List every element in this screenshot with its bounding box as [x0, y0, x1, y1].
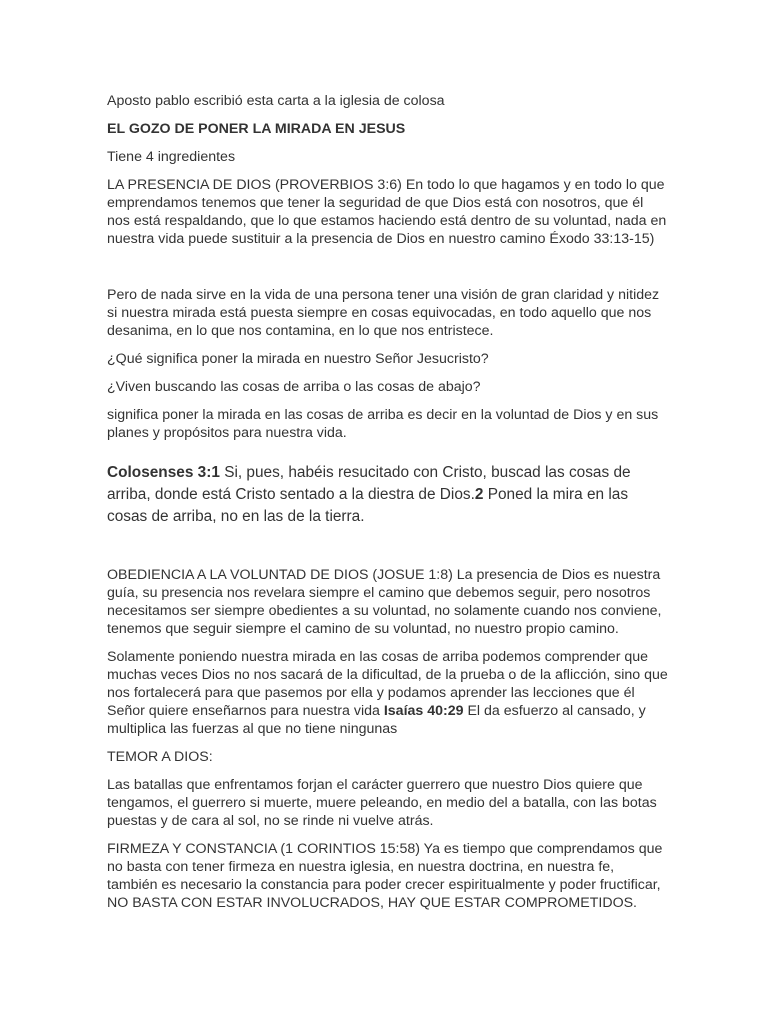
obediencia-paragraph: OBEDIENCIA A LA VOLUNTAD DE DIOS (JOSUE 1:8) La presencia de Dios es nuestra guía, su presencia nos revelara siempre el camino que debemos seguir, pero nosotros necesitamos ser siempre obedientes a su voluntad, no solamente cuando nos conviene, tenemos que seguir siempre el camino de su voluntad, no nuestro propio camino.: [107, 567, 662, 637]
bible-verse: [107, 462, 668, 528]
isaias-reference: Isaías 40:29: [383, 703, 464, 719]
question-two: ¿Viven buscando las cosas de arriba o las cosas de abajo?: [107, 379, 481, 395]
presencia-paragraph: LA PRESENCIA DE DIOS (PROVERBIOS 3:6) En todo lo que hagamos y en todo lo que emprendamos tenemos que tener la seguridad de que Dios está con nosotros, que él nos está respaldando, que lo que estamos haciendo está dentro de su voluntad, nada en nuestra vida puede sustituir a la presencia de Dios en nuestro camino Éxodo 33:13-15): [107, 177, 667, 247]
verse-text-2: Poned la mira en las cosas de arriba, no en las de la tierra.: [107, 486, 629, 525]
ingredients-paragraph: Tiene 4 ingredientes: [107, 149, 236, 165]
verse-reference-2: 2: [474, 486, 484, 503]
batallas-paragraph: Las batallas que enfrentamos forjan el carácter guerrero que nuestro Dios quiere que tengamos, el guerrero si muerte, muere peleando, en medio del a batalla, con las botas puestas y de cara al sol, no se rinde ni vuelve atrás.: [107, 777, 657, 829]
firmeza-paragraph: FIRMEZA Y CONSTANCIA (1 CORINTIOS 15:58) Ya es tiempo que comprendamos que no basta con tener firmeza en nuestra iglesia, en nuestra doctrina, en nuestra fe, también es necesario la constancia para poder crecer espiritualmente y poder fructificar, NO BASTA CON ESTAR INVOLUCRADOS, HAY QUE ESTAR COMPROMETIDOS.: [107, 841, 663, 911]
significa-paragraph: significa poner la mirada en las cosas de arriba es decir en la voluntad de Dios y en sus planes y propósitos para nuestra vida.: [107, 407, 659, 441]
temor-heading: TEMOR A DIOS:: [107, 749, 213, 765]
solamente-text-1: Solamente poniendo nuestra mirada en las cosas de arriba podemos comprender que muchas veces Dios no nos sacará de la dificultad, de la prueba o de la aflicción, sino que nos fortalecerá para que pasemos por ella y podamos aprender las lecciones que él Señor quiere enseñarnos para nuestra vida: [107, 649, 668, 719]
question-one: ¿Qué significa poner la mirada en nuestro Señor Jesucristo?: [107, 351, 489, 367]
verse-reference-1: Colosenses 3:1: [107, 464, 220, 481]
pero-paragraph: Pero de nada sirve en la vida de una persona tener una visión de gran claridad y nitidez si nuestra mirada está puesta siempre en cosas equivocadas, en todo aquello que nos desanima, en lo que nos contamina, en lo que nos entristece.: [107, 287, 660, 339]
document-title: EL GOZO DE PONER LA MIRADA EN JESUS: [107, 121, 406, 137]
intro-paragraph: Aposto pablo escribió esta carta a la iglesia de colosa: [107, 93, 445, 109]
solamente-text-2: El da esfuerzo al cansado, y multiplica las fuerzas al que no tiene ningunas: [107, 703, 646, 737]
verse-text-1: Si, pues, habéis resucitado con Cristo, buscad las cosas de arriba, donde está Cristo sentado a la diestra de Dios.: [107, 464, 631, 503]
solamente-paragraph: [107, 648, 668, 738]
